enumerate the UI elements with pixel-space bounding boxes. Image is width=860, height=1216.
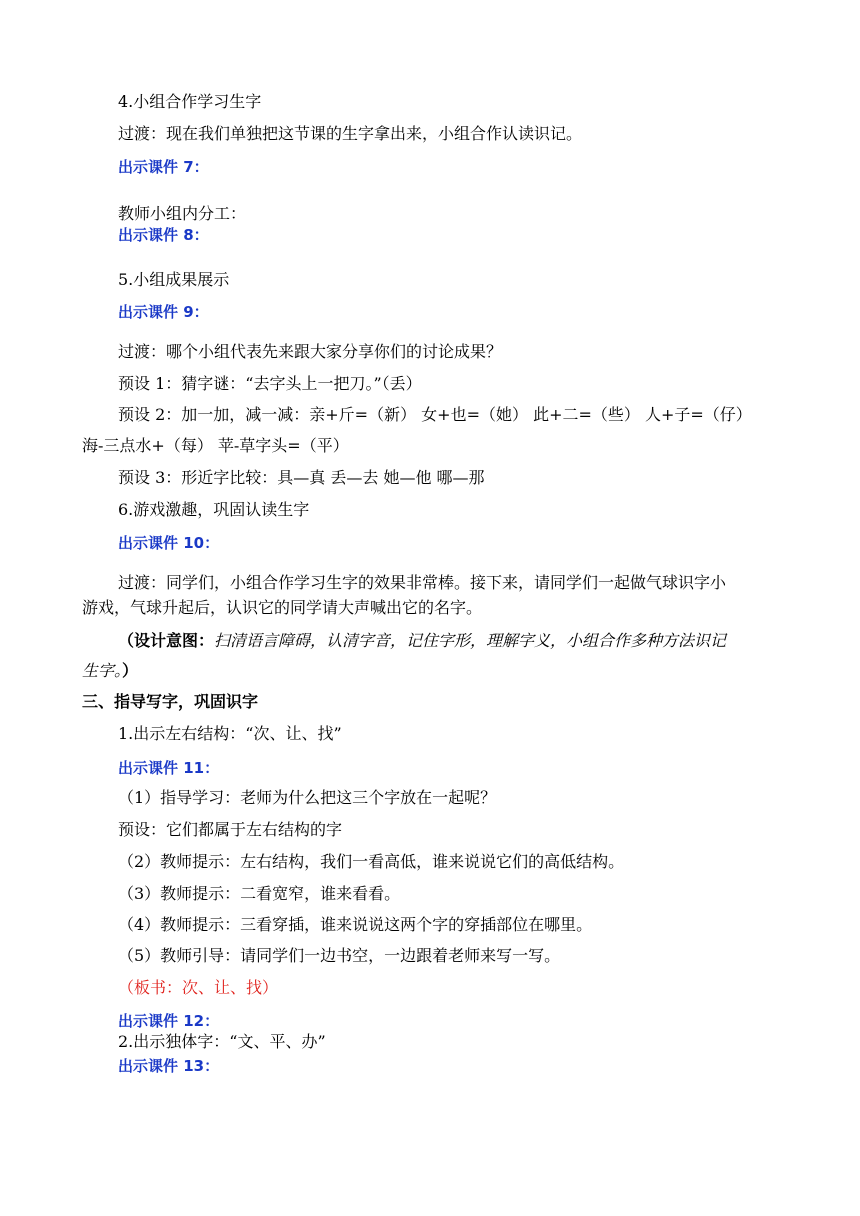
courseware-label: 出示课件 8： (118, 226, 209, 244)
paragraph: 过渡：哪个小组代表先来跟大家分享你们的讨论成果？ (118, 342, 503, 361)
blackboard-note: （板书：次、让、找） (118, 978, 279, 997)
paragraph: （3）教师提示：二看宽窄，谁来看看。 (118, 884, 401, 903)
paragraph: 预设 2：加一加，减一减：亲+斤=（新） 女+也=（她） 此+二=（些） 人+子=（仔） (118, 405, 752, 424)
courseware-label: 出示课件 9： (118, 303, 209, 321)
paragraph: （4）教师提示：三看穿插，谁来说说这两个字的穿插部位在哪里。 (118, 915, 593, 934)
section-heading: 2.出示独体字：“文、平、办” (118, 1032, 326, 1051)
chapter-heading: 三、指导写字，巩固识字 (82, 692, 259, 711)
paragraph: 游戏，气球升起后，认识它的同学请大声喊出它的名字。 (82, 598, 483, 617)
paragraph: 预设 3：形近字比较：具—真 丢—去 她—他 哪—那 (118, 468, 485, 487)
section-heading: 4.小组合作学习生字 (118, 92, 262, 111)
courseware-label: 出示课件 10： (118, 534, 220, 552)
paragraph: （5）教师引导：请同学们一边书空，一边跟着老师来写一写。 (118, 946, 561, 965)
paragraph: （2）教师提示：左右结构，我们一看高低，谁来说说它们的高低结构。 (118, 852, 625, 871)
design-intent-text: 生字。 (82, 661, 123, 680)
section-heading: 5.小组成果展示 (118, 270, 230, 289)
design-intent-note-cont (82, 661, 138, 681)
courseware-label: 出示课件 12： (118, 1012, 220, 1030)
courseware-label: 出示课件 11： (118, 759, 220, 777)
design-intent-note (118, 631, 726, 651)
design-intent-close: ） (122, 661, 139, 680)
paragraph: 预设：它们都属于左右结构的字 (118, 820, 343, 839)
design-intent-text: 扫清语言障碍，认清字音，记住字形，理解字义，小组合作多种方法识记 (214, 631, 727, 650)
courseware-label: 出示课件 7： (118, 158, 209, 176)
paragraph: 预设 1：猜字谜：“去字头上一把刀。”（丢） (118, 374, 422, 393)
paragraph: 过渡：同学们，小组合作学习生字的效果非常棒。接下来，请同学们一起做气球识字小 (118, 573, 727, 592)
design-intent-label: （设计意图： (118, 631, 215, 650)
section-heading: 1.出示左右结构：“次、让、找” (118, 724, 342, 743)
paragraph: 海-三点水+（每） 苹-草字头=（平） (82, 436, 349, 455)
paragraph: （1）指导学习：老师为什么把这三个字放在一起呢？ (118, 788, 497, 807)
paragraph: 教师小组内分工： (118, 204, 247, 223)
paragraph: 过渡：现在我们单独把这节课的生字拿出来，小组合作认读识记。 (118, 124, 583, 143)
section-heading: 6.游戏激趣，巩固认读生字 (118, 500, 310, 519)
courseware-label: 出示课件 13： (118, 1057, 220, 1075)
